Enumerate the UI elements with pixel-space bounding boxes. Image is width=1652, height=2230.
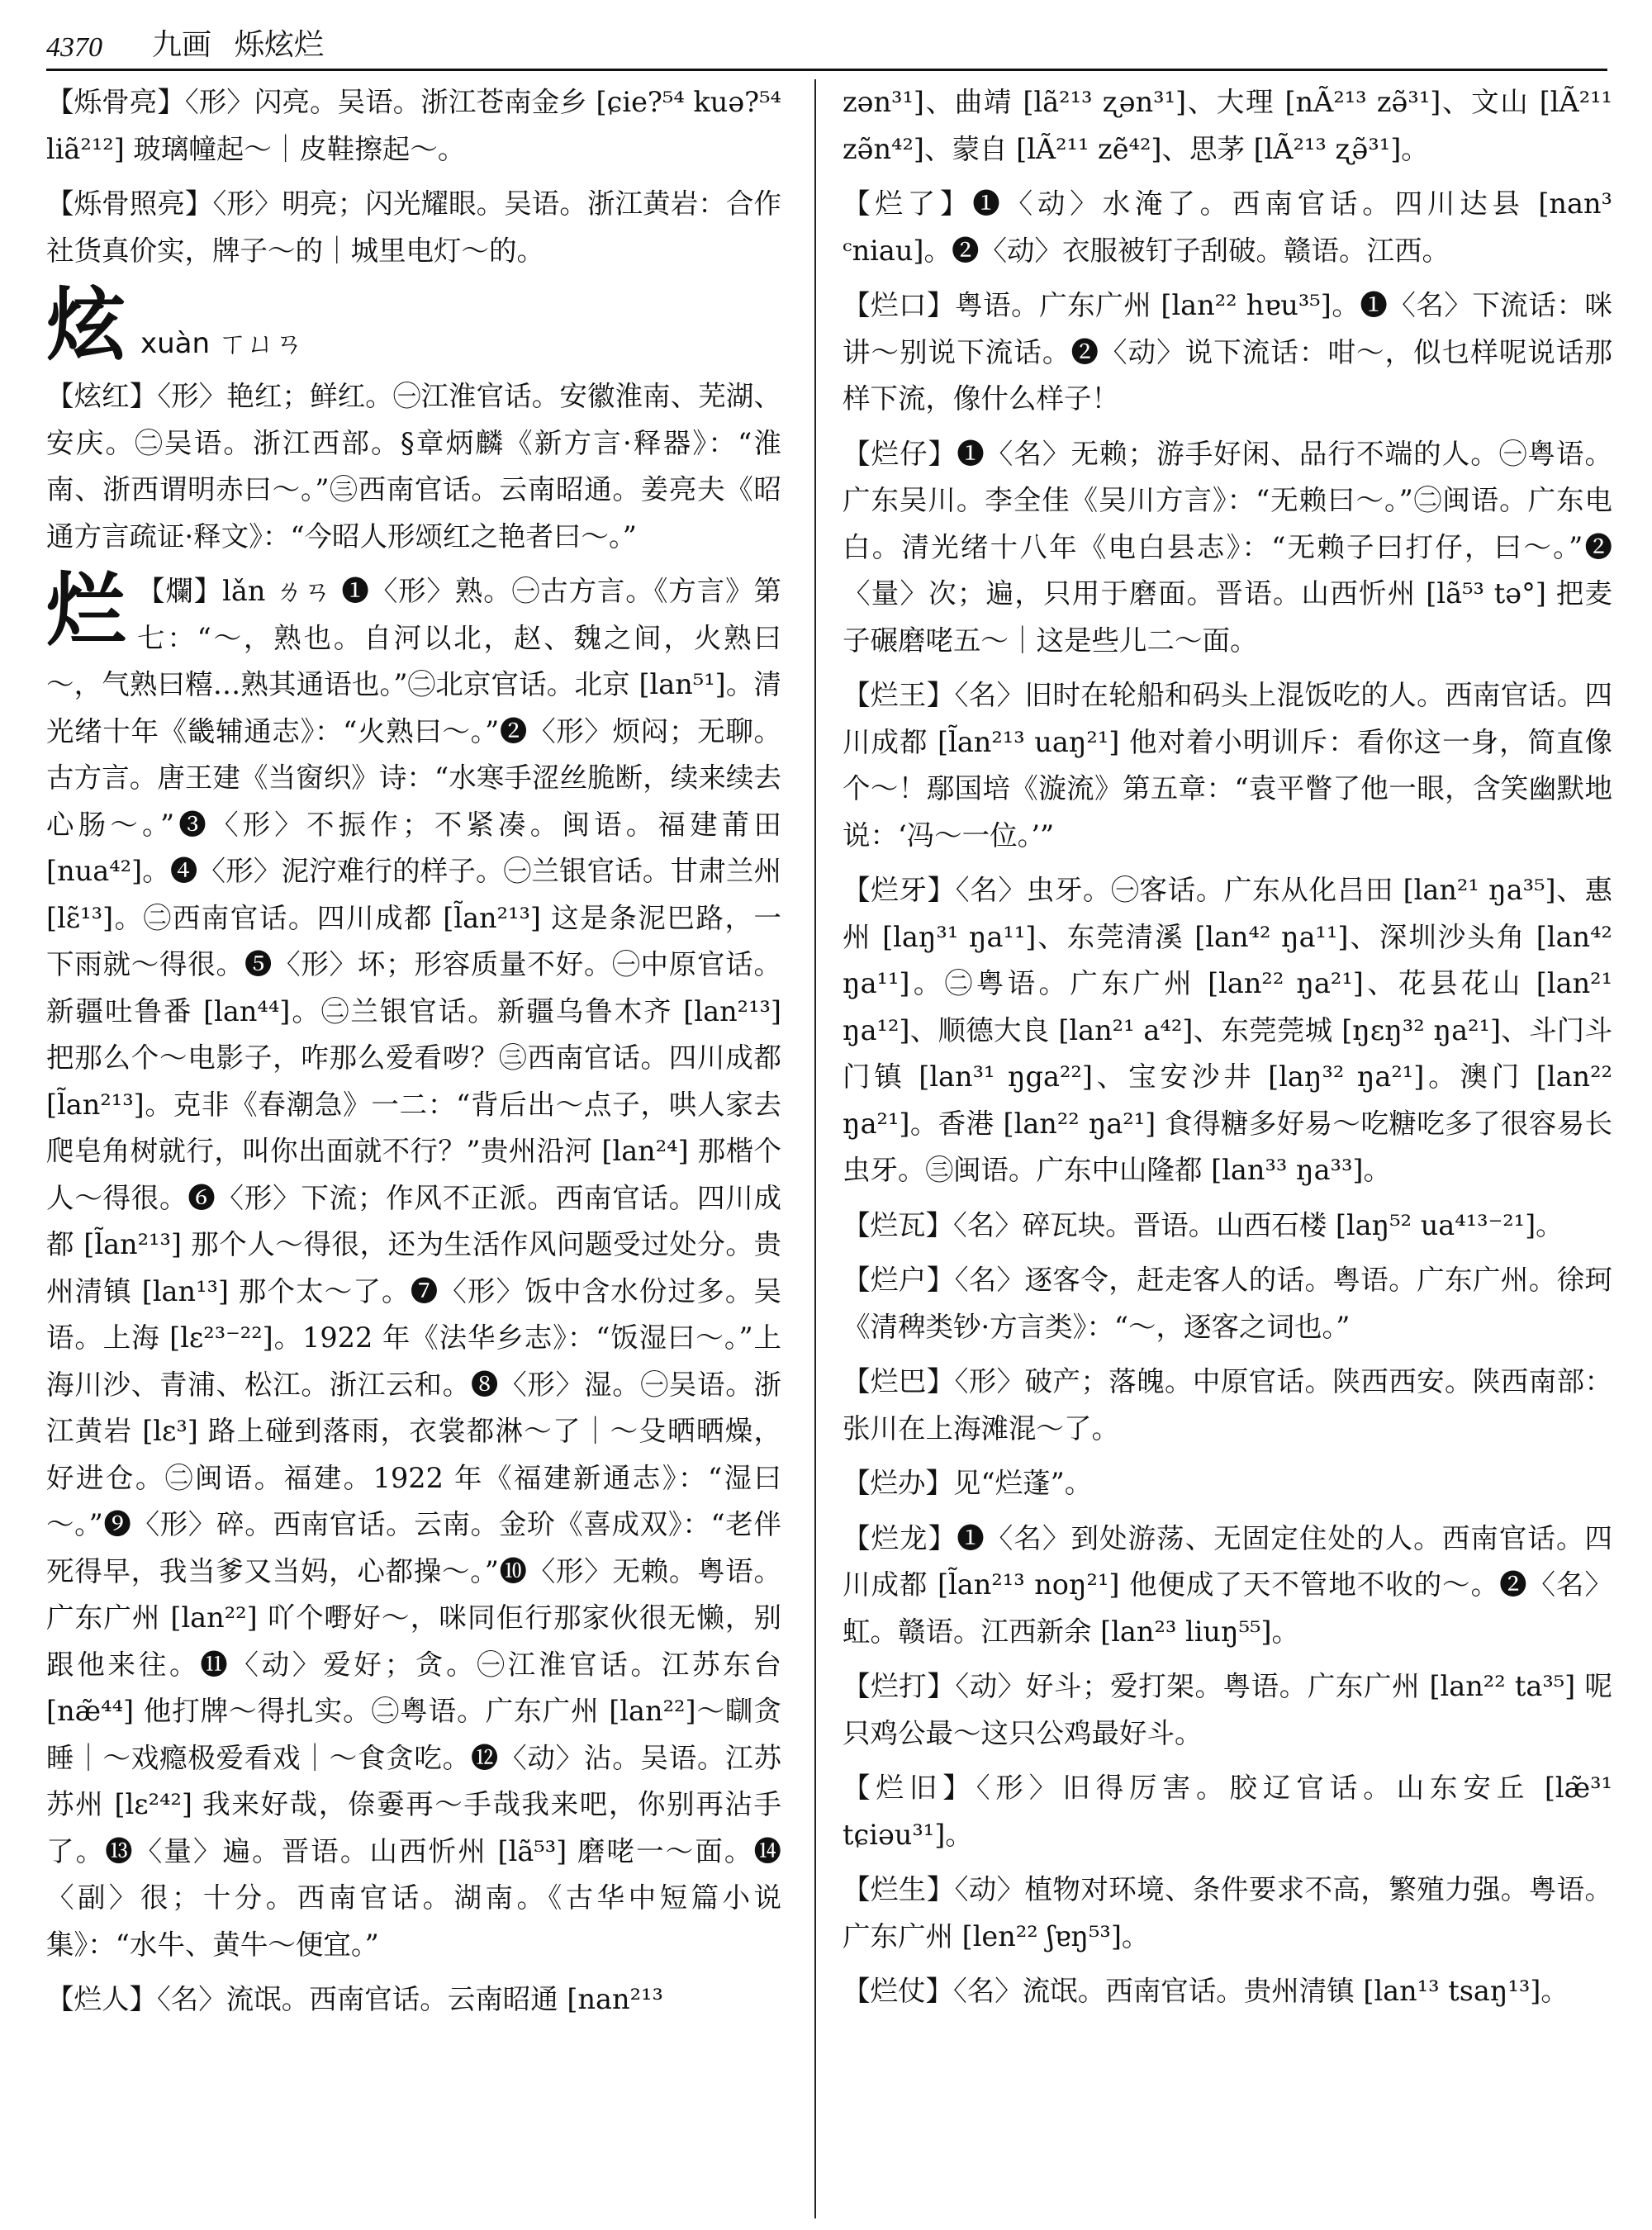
entry-lan-ya: 【烂牙】〈名〉虫牙。㊀客话。广东从化吕田 [lan²¹ ŋa³⁵]、惠州 [laŋ³¹ ŋa¹¹]、东莞清溪 [lan⁴² ŋa¹¹]、深圳沙头角 [lan⁴² ŋa¹¹]。㊁粤语。广东广州 [lan²² ŋa²¹]、花县花山 [lan²¹ ŋa¹²]、顺德大良 [lan²¹ a⁴²]、东莞莞城 [ŋɛŋ³² ŋa²¹]、斗门斗门镇 [lan³¹ ŋga²²]、宝安沙井 [laŋ³² ŋa²¹]。澳门 [lan²² ŋa²¹]。香港 [lan²² ŋa²¹] 食得糖多好易～吃糖吃多了很容易长虫牙。㊂闽语。广东中山隆都 [lan³³ ŋa³³]。 [843, 874, 1612, 1186]
section-label: 九画 [152, 28, 212, 62]
entry-lan-zhang: 【烂仗】〈名〉流氓。西南官话。贵州清镇 [lan¹³ tsaŋ¹³]。 [843, 1975, 1569, 2007]
entry-lan-sheng: 【烂生】〈动〉植物对环境、条件要求不高，繁殖力强。粤语。广东广州 [len²² ʃɐŋ⁵³]。 [843, 1873, 1612, 1952]
entry-lan-ban: 【烂办】见“烂蓬”。 [843, 1467, 1093, 1499]
char-xuan-heading [46, 278, 781, 372]
char-lan-definition: 【爛】lǎn ㄌㄢ ❶〈形〉熟。㊀古方言。《方言》第七：“～，熟也。自河以北，赵、魏之间，火熟曰～，气熟曰糦…熟其通语也。”㊁北京官话。北京 [lan⁵¹]。清光绪十年《畿辅通志》：“火熟曰～。”❷〈形〉烦闷；无聊。古方言。唐王建《当窗织》诗：“水寒手涩丝脆断，续来续去心肠～。”❸〈形〉不振作；不紧凑。闽语。福建莆田 [nua⁴²]。❹〈形〉泥泞难行的样子。㊀兰银官话。甘肃兰州 [lɛ̃¹³]。㊁西南官话。四川成都 [l̃an²¹³] 这是条泥巴路，一下雨就～得很。❺〈形〉坏；形容质量不好。㊀中原官话。新疆吐鲁番 [lan⁴⁴]。㊁兰银官话。新疆乌鲁木齐 [lan²¹³] 把那么个～电影子，咋那么爱看哕？㊂西南官话。四川成都 [l̃an²¹³]。克非《春潮急》一二：“背后出～点子，哄人家去爬皂角树就行，叫你出面就不行？”贵州沿河 [lan²⁴] 那楷个人～得很。❻〈形〉下流；作风不正派。西南官话。四川成都 [l̃an²¹³] 那个人～得很，还为生活作风问题受过处分。贵州清镇 [lan¹³] 那个太～了。❼〈形〉饭中含水份过多。吴语。上海 [lɛ²³⁻²²]。1922 年《法华乡志》：“饭湿曰～。”上海川沙、青浦、松江。浙江云和。❽〈形〉湿。㊀吴语。浙江黄岩 [lɛ³] 路上碰到落雨，衣裳都淋～了｜～殳晒晒燥，好进仓。㊁闽语。福建。1922 年《福建新通志》：“湿曰～。”❾〈形〉碎。西南官话。云南。金玠《喜成双》：“老伴死得早，我当爹又当妈，心都操～。”❿〈形〉无赖。粤语。广东广州 [lan²²] 吖个嘢好～，咪同佢行那家伙很无懒，别跟他来往。⓫〈动〉爱好；贪。㊀江淮官话。江苏东台 [næ̃⁴⁴] 他打牌～得扎实。㊁粤语。广东广州 [lan²²]～瞓贪睡｜～戏瘾极爱看戏｜～食贪吃。⓬〈动〉沾。吴语。江苏苏州 [lɛ²⁴²] 我来好哉，倷嫑再～手哉我来吧，你别再沾手了。⓭〈量〉遍。晋语。山西忻州 [lã⁵³] 磨咾一～面。⓮〈副〉很；十分。西南官话。湖南。《古华中短篇小说集》：“水牛、黄牛～便宜。” [46, 575, 781, 1961]
entry-lan-ren-cont: zən³¹]、曲靖 [lã²¹³ ʐən³¹]、大理 [nÃ²¹³ zə̃³¹]、文山 [lÃ²¹¹ zə̃n⁴²]、蒙自 [lÃ²¹¹ zẽ⁴²]、思茅 [lÃ²¹³ ʐə̃³¹]。 [843, 86, 1612, 165]
entry-lan-hu: 【烂户】〈名〉逐客令，赶走客人的话。粤语。广东广州。徐珂《清稗类钞·方言类》：“～，逐客之词也。” [843, 1264, 1612, 1343]
entry-lan-ren: 【烂人】〈名〉流氓。西南官话。云南昭通 [nan²¹³ [46, 1983, 663, 2015]
entry-lan-long: 【烂龙】❶〈名〉到处游荡、无固定住处的人。西南官话。四川成都 [l̃an²¹³ noŋ²¹] 他便成了天不管地不收的～。❷〈名〉虹。赣语。江西新余 [lan²³ liuŋ⁵⁵]。 [843, 1521, 1612, 1648]
page-number: 4370 [46, 32, 102, 63]
entry-lan-da: 【烂打】〈动〉好斗；爱打架。粤语。广东广州 [lan²² ta³⁵] 呢只鸡公最～这只公鸡最好斗。 [843, 1670, 1612, 1749]
head-character: 烂 [46, 563, 126, 657]
entry-lan-ba: 【烂巴】〈形〉破产；落魄。中原官话。陕西西安。陕西南部：张川在上海滩混～了。 [843, 1365, 1612, 1445]
entry-xuan-hong: 【炫红】〈形〉艳红；鲜红。㊀江淮官话。安徽淮南、芜湖、安庆。㊁吴语。浙江西部。§章炳麟《新方言·释器》：“淮南、浙西谓明赤曰～。”㊂西南官话。云南昭通。姜亮夫《昭通方言疏证·释文》：“今昭人形颂红之艳者曰～。” [46, 380, 781, 553]
head-character: 炫 [46, 278, 126, 372]
entry-lan-wa: 【烂瓦】〈名〉碎瓦块。晋语。山西石楼 [laŋ⁵² ua⁴¹³⁻²¹]。 [843, 1208, 1564, 1241]
page-header [46, 18, 1607, 71]
left-column [46, 79, 790, 2218]
header-words: 烁炫烂 [235, 28, 325, 62]
entry-lan-jiu: 【烂旧】〈形〉旧得厉害。胶辽官话。山东安丘 [læ̃³¹ tɕiəu³¹]。 [843, 1772, 1612, 1851]
entry-lan-zai: 【烂仔】❶〈名〉无赖；游手好闲、品行不端的人。㊀粤语。广东吴川。李全佳《吴川方言》：“无赖曰～。”㊁闽语。广东电白。清光绪十八年《电白县志》：“无赖子曰打仔，曰～。”❷〈量〉次；遍，只用于磨面。晋语。山西忻州 [lã⁵³ tə°] 把麦子碾磨咾五～｜这是些儿二～面。 [843, 437, 1612, 657]
char-lan-entry [46, 563, 781, 1968]
right-column [836, 79, 1612, 2218]
head-pinyin: xuàn ㄒㄩㄢ [140, 327, 303, 360]
entry-shuo-gu-liang: 【烁骨亮】〈形〉闪亮。吴语。浙江苍南金乡 [ɕie?⁵⁴ kuə?⁵⁴ liã²¹²] 玻璃幢起～｜皮鞋擦起～。 [46, 86, 781, 165]
entry-shuo-gu-zhao-liang: 【烁骨照亮】〈形〉明亮；闪光耀眼。吴语。浙江黄岩：合作社货真价实，牌子～的｜城里电灯～的。 [46, 187, 781, 267]
entry-lan-le: 【烂了】❶〈动〉水淹了。西南官话。四川达县 [nan³ ᶜniau]。❷〈动〉衣服被钉子刮破。赣语。江西。 [843, 187, 1612, 267]
column-divider [814, 79, 816, 2218]
entry-lan-wang: 【烂王】〈名〉旧时在轮船和码头上混饭吃的人。西南官话。四川成都 [l̃an²¹³ uaŋ²¹] 他对着小明训斥：看你这一身，简直像个～！鄢国培《漩流》第五章：“袁平瞥了他一眼，含笑幽默地说：‘冯～一位。’” [843, 679, 1612, 852]
entry-lan-kou: 【烂口】粤语。广东广州 [lan²² hɐu³⁵]。❶〈名〉下流话：咪讲～别说下流话。❷〈动〉说下流话：咁～，似乜样呢说话那样下流，像什么样子！ [843, 289, 1612, 415]
